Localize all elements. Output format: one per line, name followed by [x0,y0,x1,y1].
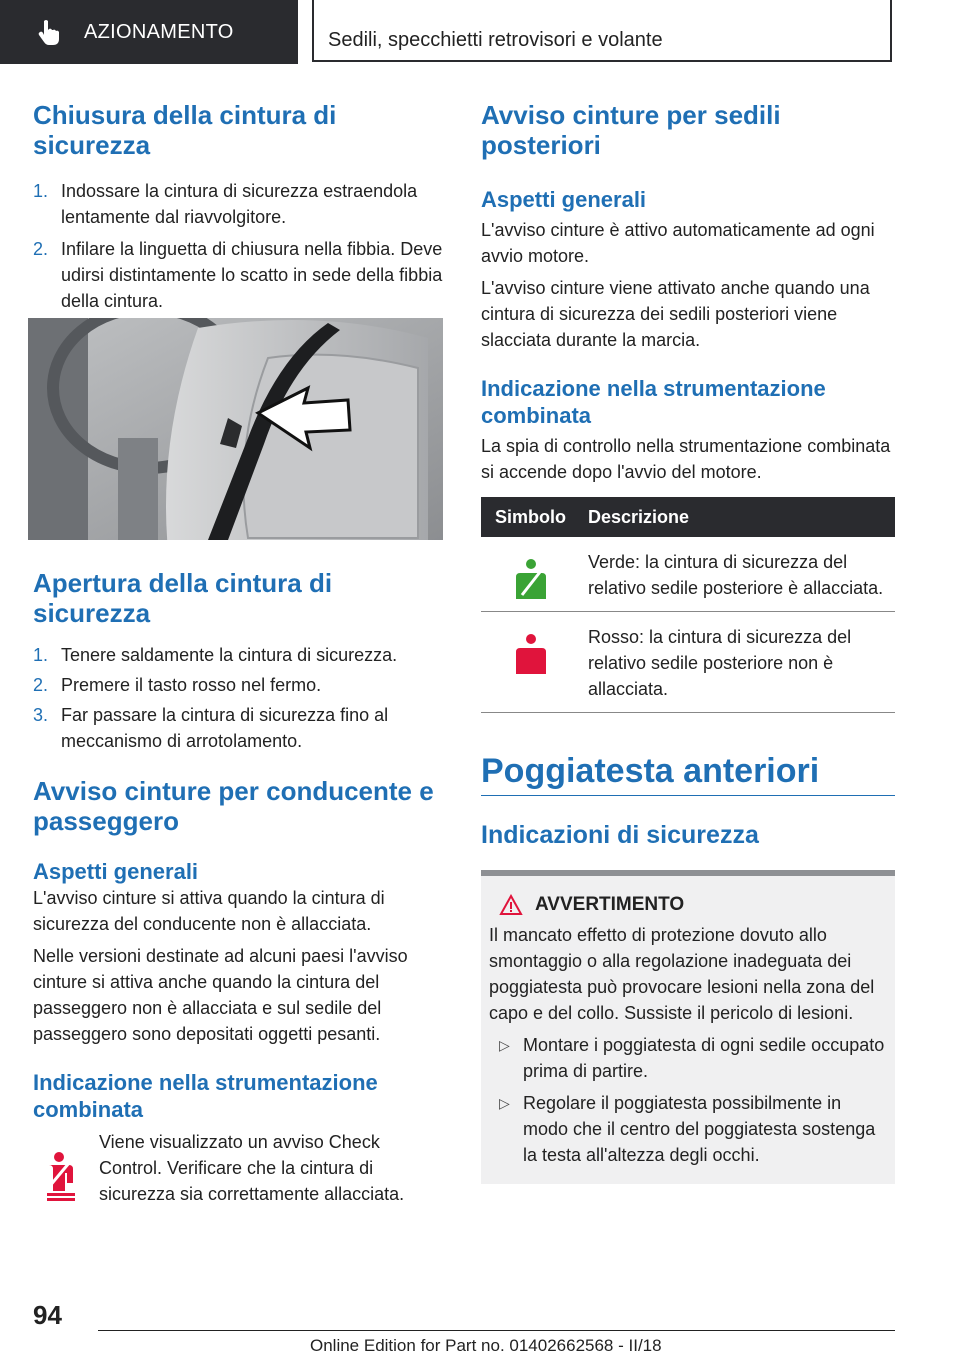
left-column-lower [33,568,443,1219]
hand-icon [38,19,60,45]
warning-triangle-icon [499,894,523,916]
driver-warning-heading: Avviso cinture per conducente e passeggero [33,776,434,836]
seatbelt-photo [28,318,443,540]
section-tab[interactable] [0,0,298,64]
heading-rule [481,795,895,796]
warning-text: Il mancato effetto di protezione dovuto allo smontaggio o alla regolazione inadeguata dei poggiatesta può provocare lesioni nella zona del capo e del collo. Sussiste il pericolo di lesioni. [489,925,875,1023]
general-heading: Aspetti generali [33,859,199,884]
list-item: 2. Infilare la linguetta di chiusura nella fibbia. Deve udirsi distintamente lo scatto in sede della fibbia della cintura. [33,239,443,311]
cluster-text: La spia di controllo nella strumentazione combinata si accende dopo l'avvio del motore. [481,436,891,482]
table-row [481,537,895,612]
col-symbol: Simbolo [481,497,580,537]
cluster-text: Viene visualizzato un avviso Check Control. Verificare che la cintura di sicurezza sia correttamente allacciata. [99,1132,405,1204]
general-paragraph-1: L'avviso cinture si attiva quando la cintura di sicurezza del conducente non è allacciata. [33,888,385,934]
general-paragraph-2: Nelle versioni destinate ad alcuni paesi l'avviso cinture si attiva anche quando la cintura del passeggero non è allacciata e sul sedile del passeggero sono depositati oggetti pesanti. [33,946,408,1044]
list-item: 1. Indossare la cintura di sicurezza estraendola lentamente dal riavvolgitore. [33,181,418,227]
warning-box [481,870,895,1184]
fasten-heading: Chiusura della cintura di sicurezza [33,100,337,160]
description: Verde: la cintura di sicurezza del relativo sedile posteriore è allacciata. [580,537,895,612]
fasten-steps [33,178,443,314]
safety-heading: Indicazioni di sicurezza [481,821,759,849]
warning-label: AVVERTIMENTO [535,894,685,915]
general-heading: Aspetti generali [481,187,647,212]
description: Rosso: la cintura di sicurezza del relativo sedile posteriore non è allacciata. [580,612,895,713]
rear-warning-heading: Avviso cinture per sedili posteriori [481,100,781,160]
list-item: 1. Tenere saldamente la cintura di sicurezza. [33,645,398,665]
list-item: 2. Premere il tasto rosso nel fermo. [33,675,322,695]
cluster-heading: Indicazione nella strumentazione combinata [33,1070,378,1122]
warning-bullets [489,1032,887,1168]
footer-rule [98,1330,895,1331]
chapter-header [312,0,892,62]
cluster-indicator [33,1129,443,1219]
edition-text: Online Edition for Part no. 01402662568 - II/18 [310,1336,662,1355]
right-column [481,100,895,1184]
open-heading: Apertura della cintura di sicurezza [33,568,333,628]
list-item: ▷ Montare i poggiatesta di ogni sedile occupato prima di partire. [499,1035,885,1081]
col-description: Descrizione [580,497,895,537]
chapter-title: Sedili, specchietti retrovisori e volante [328,29,663,51]
section-title: AZIONAMENTO [84,20,234,43]
red-seatbelt-icon [516,634,546,674]
warning-header [499,894,887,916]
general-paragraph-2: L'avviso cinture viene attivato anche quando una cintura di sicurezza dei sedili posteriori viene slacciata durante la marcia. [481,278,870,350]
cluster-heading: Indicazione nella strumentazione combinata [481,376,826,428]
list-item: ▷ Regolare il poggiatesta possibilmente in modo che il centro del poggiatesta sostenga la testa all'altezza degli occhi. [499,1093,876,1165]
page-number: 94 [33,1300,62,1330]
headrest-heading: Poggiatesta anteriori [481,752,820,790]
unbuckled-warning-icon [41,1151,81,1203]
left-column [33,100,443,314]
green-seatbelt-icon [516,559,546,599]
open-steps [33,642,443,754]
symbol-table [481,497,895,713]
list-item: 3. Far passare la cintura di sicurezza fino al meccanismo di arrotolamento. [33,705,389,751]
table-row [481,612,895,713]
general-paragraph-1: L'avviso cinture è attivo automaticamente ad ogni avvio motore. [481,220,875,266]
